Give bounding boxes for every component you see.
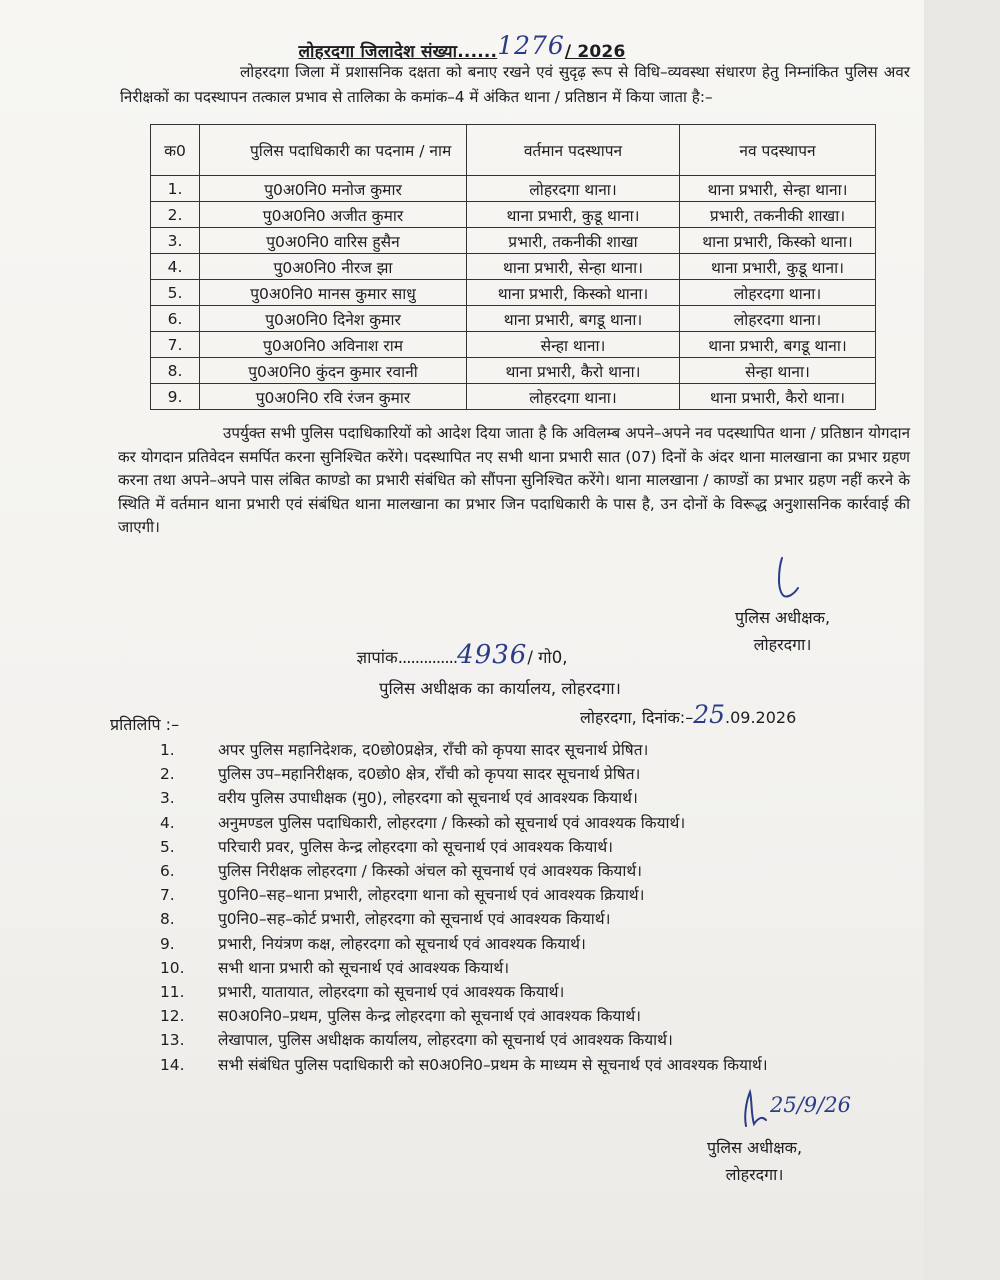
list-item-number: 4.: [160, 813, 175, 832]
cell-current-posting: थाना प्रभारी, किस्को थाना।: [467, 280, 680, 306]
handwritten-signature-icon: [760, 556, 804, 604]
office-line: पुलिस अधीक्षक का कार्यालय, लोहरदगा।: [379, 679, 621, 698]
list-item: [160, 762, 860, 786]
header-current-posting: वर्तमान पदस्थापन: [467, 125, 680, 176]
cell-officer: पु0अ0नि0 मनोज कुमार: [200, 176, 467, 202]
handwritten-date-day: 25: [693, 700, 726, 729]
cell-new-posting: सेन्हा थाना।: [680, 358, 876, 384]
list-item-number: 14.: [160, 1055, 185, 1074]
signatory-place: लोहरदगा।: [725, 1165, 784, 1184]
cell-current-posting: प्रभारी, तकनीकी शाखा: [467, 228, 680, 254]
list-item-number: 10.: [160, 958, 185, 977]
cell-serial: 7.: [151, 332, 200, 358]
list-item-text: प्रभारी, यातायात, लोहरदगा को सूचनार्थ एवं आवश्यक कियार्थ।: [218, 983, 565, 1002]
handwritten-order-number: 1276: [497, 31, 565, 60]
list-item-number: 6.: [160, 862, 175, 881]
list-item-text: पुलिस निरीक्षक लोहरदगा / किस्को अंचल को सूचनार्थ एवं आवश्यक कियार्थ।: [218, 862, 642, 881]
cell-current-posting: लोहरदगा थाना।: [467, 384, 680, 410]
title-dots: ......: [457, 42, 498, 62]
table-header-row: [151, 125, 876, 176]
list-item-text: अनुमण्डल पुलिस पदाधिकारी, लोहरदगा / किस्को को सूचनार्थ एवं आवश्यक कियार्थ।: [218, 813, 686, 832]
memo-suffix: / गो0,: [527, 648, 568, 667]
table-row: [151, 358, 876, 384]
signatory-place: लोहरदगा।: [753, 635, 812, 654]
list-item-text: पुलिस उप–महानिरीक्षक, द0छो0 क्षेत्र, राँची को कृपया सादर सूचनार्थ प्रेषित।: [218, 765, 641, 784]
date-line: [580, 700, 796, 729]
order-title: [0, 31, 924, 63]
copy-to-list: [160, 738, 860, 1077]
cell-officer: पु0अ0नि0 अविनाश राम: [200, 332, 467, 358]
list-item-text: सभी संबंधित पुलिस पदाधिकारी को स0अ0नि0–प्रथम के माध्यम से सूचनार्थ एवं आवश्यक कियार्थ।: [218, 1055, 768, 1074]
signatory-block-2: [707, 1134, 802, 1188]
list-item-number: 8.: [160, 910, 175, 929]
list-item-number: 3.: [160, 789, 175, 808]
cell-current-posting: थाना प्रभारी, कैरो थाना।: [467, 358, 680, 384]
cell-new-posting: थाना प्रभारी, किस्को थाना।: [680, 228, 876, 254]
handwritten-signature-icon: [740, 1086, 851, 1138]
header-officer: पुलिस पदाधिकारी का पदनाम / नाम: [200, 125, 467, 176]
list-item-number: 13.: [160, 1031, 185, 1050]
list-item-number: 1.: [160, 741, 175, 759]
list-item: [160, 835, 860, 859]
cell-serial: 3.: [151, 228, 200, 254]
signature-1: [760, 556, 804, 604]
cell-serial: 4.: [151, 254, 200, 280]
list-item-number: 7.: [160, 886, 175, 905]
table-row: [151, 332, 876, 358]
list-item: [160, 811, 860, 835]
list-item: [160, 738, 860, 762]
cell-officer: पु0अ0नि0 दिनेश कुमार: [200, 306, 467, 332]
list-item-number: 12.: [160, 1007, 185, 1026]
cell-new-posting: थाना प्रभारी, कुडू थाना।: [680, 254, 876, 280]
table-row: [151, 176, 876, 202]
list-item: [160, 980, 860, 1004]
cell-serial: 5.: [151, 280, 200, 306]
cell-current-posting: लोहरदगा थाना।: [467, 176, 680, 202]
cell-current-posting: थाना प्रभारी, बगडू थाना।: [467, 306, 680, 332]
cell-new-posting: थाना प्रभारी, सेन्हा थाना।: [680, 176, 876, 202]
signature-date: 25/9/26: [770, 1093, 851, 1117]
signatory-designation: पुलिस अधीक्षक,: [707, 1138, 803, 1157]
memo-number-line: [0, 640, 924, 673]
cell-new-posting: थाना प्रभारी, बगडू थाना।: [680, 332, 876, 358]
list-item-text: परिचारी प्रवर, पुलिस केन्द्र लोहरदगा को सूचनार्थ एवं आवश्यक कियार्थ।: [218, 837, 613, 856]
title-prefix: लोहरदगा जिलादेश संख्या: [298, 42, 458, 62]
list-item-text: वरीय पुलिस उपाधीक्षक (मु0), लोहरदगा को सूचनार्थ एवं आवश्यक कियार्थ।: [218, 789, 638, 808]
list-item: [160, 907, 860, 931]
handwritten-memo-number: 4936: [457, 640, 528, 670]
memo-dots: ..............: [397, 648, 458, 667]
intro-paragraph: लोहरदगा जिला में प्रशासनिक दक्षता को बनाए रखने एवं सुदृढ़ रूप से विधि–व्यवस्था संधारण हेतु निम्नांकित पुलिस अवर निरीक्षकों का पदस्थापन तत्काल प्रभाव से तालिका के कमांक–4 में अंकित थाना / प्रतिष्ठान में किया जाता है:–: [120, 63, 910, 106]
list-item-text: अपर पुलिस महानिदेशक, द0छो0प्रक्षेत्र, राँची को कृपया सादर सूचनार्थ प्रेषित।: [218, 741, 649, 759]
list-item: [160, 1053, 860, 1077]
list-item-text: सभी थाना प्रभारी को सूचनार्थ एवं आवश्यक कियार्थ।: [218, 958, 510, 977]
table-row: [151, 384, 876, 410]
cell-new-posting: थाना प्रभारी, कैरो थाना।: [680, 384, 876, 410]
cell-new-posting: प्रभारी, तकनीकी शाखा।: [680, 202, 876, 228]
date-prefix: लोहरदगा, दिनांक:–: [580, 708, 694, 727]
cell-serial: 6.: [151, 306, 200, 332]
list-item: [160, 932, 860, 956]
list-item-text: पु0नि0–सह–थाना प्रभारी, लोहरदगा थाना को सूचनार्थ एवं आवश्यक क्रियार्थ।: [218, 886, 645, 905]
cell-new-posting: लोहरदगा थाना।: [680, 280, 876, 306]
list-item-text: लेखापाल, पुलिस अधीक्षक कार्यालय, लोहरदगा को सूचनार्थ एवं आवश्यक कियार्थ।: [218, 1031, 673, 1050]
table-row: [151, 202, 876, 228]
signatory-designation: पुलिस अधीक्षक,: [735, 608, 831, 627]
header-new-posting: नव पदस्थापन: [680, 125, 876, 176]
copy-to-heading: प्रतिलिपि :–: [110, 715, 180, 734]
cell-officer: पु0अ0नि0 वारिस हुसैन: [200, 228, 467, 254]
table-row: [151, 228, 876, 254]
cell-current-posting: थाना प्रभारी, कुडू थाना।: [467, 202, 680, 228]
cell-serial: 8.: [151, 358, 200, 384]
list-item: [160, 786, 860, 810]
date-rest: .09.2026: [725, 708, 797, 727]
order-paragraph: उपर्युक्त सभी पुलिस पदाधिकारियों को आदेश दिया जाता है कि अविलम्ब अपने–अपने नव पदस्थापित थाना / प्रतिष्ठान योगदान कर योगदान प्रतिवेदन समर्पित करना सुनिश्चित करेंगे। पदस्थापित नए सभी थाना प्रभारी सात (07) दिनों के अंदर थाना मालखाना का प्रभार ग्रहण करना तथा अपने–अपने पास लंबित काण्डो का प्रभारी संबंधित को सौंपना सुनिश्चित करेंगे। थाना मालखाना / काण्डों का प्रभार ग्रहण नहीं करने के स्थिति में वर्तमान थाना प्रभारी एवं संबंधित थाना मालखाना का प्रभार जिन पदाधिकारी के पास है, उन दोनों के विरूद्ध अनुशासनिक कार्रवाई की जाएगी।: [118, 424, 910, 536]
cell-officer: पु0अ0नि0 अजीत कुमार: [200, 202, 467, 228]
list-item: [160, 956, 860, 980]
list-item-number: 5.: [160, 837, 175, 856]
list-item-text: प्रभारी, नियंत्रण कक्ष, लोहरदगा को सूचनार्थ एवं आवश्यक कियार्थ।: [218, 934, 586, 953]
cell-officer: पु0अ0नि0 मानस कुमार साधु: [200, 280, 467, 306]
list-item-number: 2.: [160, 765, 175, 784]
list-item: [160, 1004, 860, 1028]
list-item: [160, 859, 860, 883]
list-item-number: 9.: [160, 934, 175, 953]
cell-current-posting: सेन्हा थाना।: [467, 332, 680, 358]
cell-officer: पु0अ0नि0 रवि रंजन कुमार: [200, 384, 467, 410]
cell-serial: 9.: [151, 384, 200, 410]
table-row: [151, 254, 876, 280]
cell-serial: 1.: [151, 176, 200, 202]
memo-prefix: ज्ञापांक: [356, 648, 398, 667]
list-item: [160, 883, 860, 907]
list-item-text: पु0नि0–सह–कोर्ट प्रभारी, लोहरदगा को सूचनार्थ एवं आवश्यक कियार्थ।: [218, 910, 611, 929]
cell-officer: पु0अ0नि0 नीरज झा: [200, 254, 467, 280]
cell-new-posting: लोहरदगा थाना।: [680, 306, 876, 332]
title-year: / 2026: [564, 42, 626, 62]
postings-table: [150, 124, 876, 410]
table-row: [151, 280, 876, 306]
table-row: [151, 306, 876, 332]
list-item-number: 11.: [160, 983, 185, 1002]
list-item: [160, 1028, 860, 1052]
cell-officer: पु0अ0नि0 कुंदन कुमार रवानी: [200, 358, 467, 384]
header-serial: क0: [151, 125, 200, 176]
list-item-text: स0अ0नि0–प्रथम, पुलिस केन्द्र लोहरदगा को सूचनार्थ एवं आवश्यक कियार्थ।: [218, 1007, 641, 1026]
cell-current-posting: थाना प्रभारी, सेन्हा थाना।: [467, 254, 680, 280]
cell-serial: 2.: [151, 202, 200, 228]
